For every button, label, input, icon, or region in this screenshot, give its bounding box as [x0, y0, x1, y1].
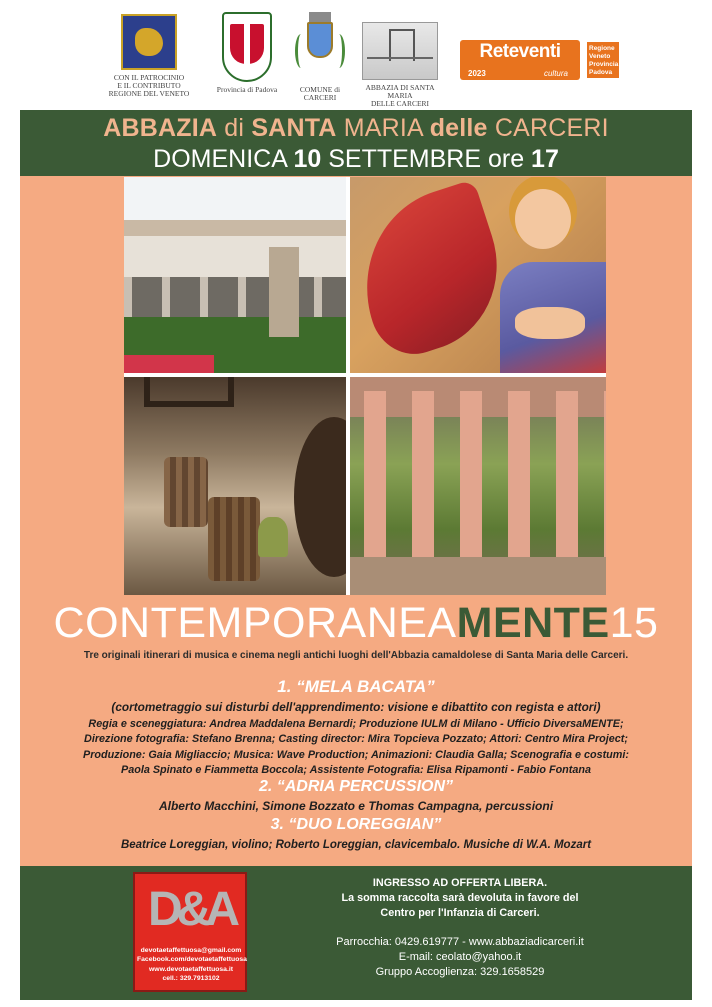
entry-line-3: Centro per l'Infanzia di Carceri. — [380, 907, 540, 919]
entry-info — [300, 876, 620, 921]
devota-affettuosa-logo — [133, 872, 247, 992]
colonnade-photo — [350, 377, 606, 595]
comune-carceri-logo — [287, 10, 353, 102]
credits-line-3: Produzione: Gaia Migliaccio; Musica: Wave Production; Animazioni: Claudia Galla; Scenografia e costumi: — [83, 748, 629, 761]
program-item-1-note: (cortometraggio sui disturbi dell'apprendimento: visione e dibattito con regista e attori) — [111, 700, 601, 714]
abbazia-caption-1: ABBAZIA DI SANTA MARIA — [365, 83, 435, 100]
da-email: devotaetaffettuosa@gmail.com — [140, 947, 242, 954]
program-item-2-performers: Alberto Macchini, Simone Bozzato e Thomas Campagna, percussioni — [158, 799, 554, 813]
footer — [20, 866, 692, 1000]
entry-line-1: INGRESSO AD OFFERTA LIBERA. — [372, 877, 548, 889]
program-item-3-performers: Beatrice Loreggian, violino; Roberto Loreggian, clavicembalo. Musiche di W.A. Mozart — [120, 839, 592, 851]
entry-line-2: La somma raccolta sarà devoluta in favore del — [341, 892, 579, 904]
lion-of-saint-mark-icon — [121, 14, 177, 70]
title-band — [20, 110, 692, 176]
veneto-caption-2: E IL CONTRIBUTO — [117, 81, 181, 90]
event-title: CONTEMPORANEAMENTE15 — [53, 599, 659, 647]
credits-line-2: Direzione fotografia: Stefano Brenna; Casting director: Mira Topcieva Pozzato; Attori: Centro Mira Project; — [84, 733, 628, 746]
abbazia-logo — [360, 22, 440, 108]
tag-line-2: Veneto — [589, 53, 611, 60]
regione-provincia-tag — [587, 42, 619, 78]
da-contacts — [137, 946, 245, 984]
padova-caption: Provincia di Padova — [216, 85, 278, 94]
provincia-padova-logo — [212, 12, 282, 94]
program-item-1-title: 1. “MELA BACATA” — [277, 677, 435, 696]
main-content — [20, 176, 692, 866]
program-item-2-title: 2. “ADRIA PERCUSSION” — [258, 778, 454, 795]
contact-gruppo: Gruppo Accoglienza: 329.1658529 — [375, 966, 545, 978]
tag-line-4: Padova — [589, 69, 613, 76]
tag-line-3: Provincia — [589, 61, 619, 68]
contact-parrocchia: Parrocchia: 0429.619777 - www.abbaziadicarceri.it — [336, 936, 584, 948]
credits-line-4: Paola Spinato e Fiammetta Boccola; Assistente Fotografia: Elisa Ripamonti - Fabio Fontana — [121, 764, 591, 777]
program-item-1-credits — [20, 717, 692, 779]
angel-fresco-photo — [350, 177, 606, 373]
event-date: DOMENICA 10 SETTEMBRE ore 17 — [153, 145, 559, 173]
venue-title: ABBAZIA di SANTA MARIA delle CARCERI — [103, 114, 609, 142]
reteventi-logo — [460, 40, 580, 80]
veneto-caption-1: CON IL PATROCINIO — [113, 73, 185, 82]
reteventi-year: 2023 — [468, 69, 486, 78]
veneto-caption-3: REGIONE DEL VENETO — [108, 89, 190, 98]
contact-info — [300, 935, 620, 980]
sponsor-logos — [0, 0, 712, 110]
credits-line-1: Regia e sceneggiatura: Andrea Maddalena Bernardi; Produzione IULM di Milano - Ufficio DiversaMENTE; — [88, 718, 624, 730]
program-item-3-title: 3. “DUO LOREGGIAN” — [270, 816, 442, 833]
padova-shield-icon — [222, 12, 272, 82]
carceri-caption-2: CARCERI — [303, 93, 337, 102]
da-facebook: Facebook.com/devotaetaffettuosa — [137, 956, 247, 964]
regione-veneto-logo — [103, 14, 195, 98]
contact-email: E-mail: ceolato@yahoo.it — [398, 951, 522, 963]
abbazia-caption-2: DELLE CARCERI — [370, 99, 430, 108]
tag-line-1: Regione — [589, 45, 615, 52]
reteventi-name: Reteventi — [479, 41, 561, 62]
da-monogram: D&A — [147, 883, 234, 936]
da-web: www.devotaetaffettuosa.it — [149, 965, 233, 973]
carceri-caption-1: COMUNE di — [299, 85, 341, 94]
event-subtitle: Tre originali itinerari di musica e cinema negli antichi luoghi dell'Abbazia camaldolese di Santa Maria delle Carceri. — [83, 650, 629, 661]
wine-press-photo — [124, 377, 346, 595]
abbey-sketch-icon — [362, 22, 438, 80]
photo-grid — [124, 177, 606, 595]
carceri-crest-icon — [293, 10, 347, 84]
reteventi-cultura: cultura — [543, 69, 568, 78]
da-phone: cell.: 329.7913102 — [162, 975, 220, 983]
cloister-photo — [124, 177, 346, 373]
